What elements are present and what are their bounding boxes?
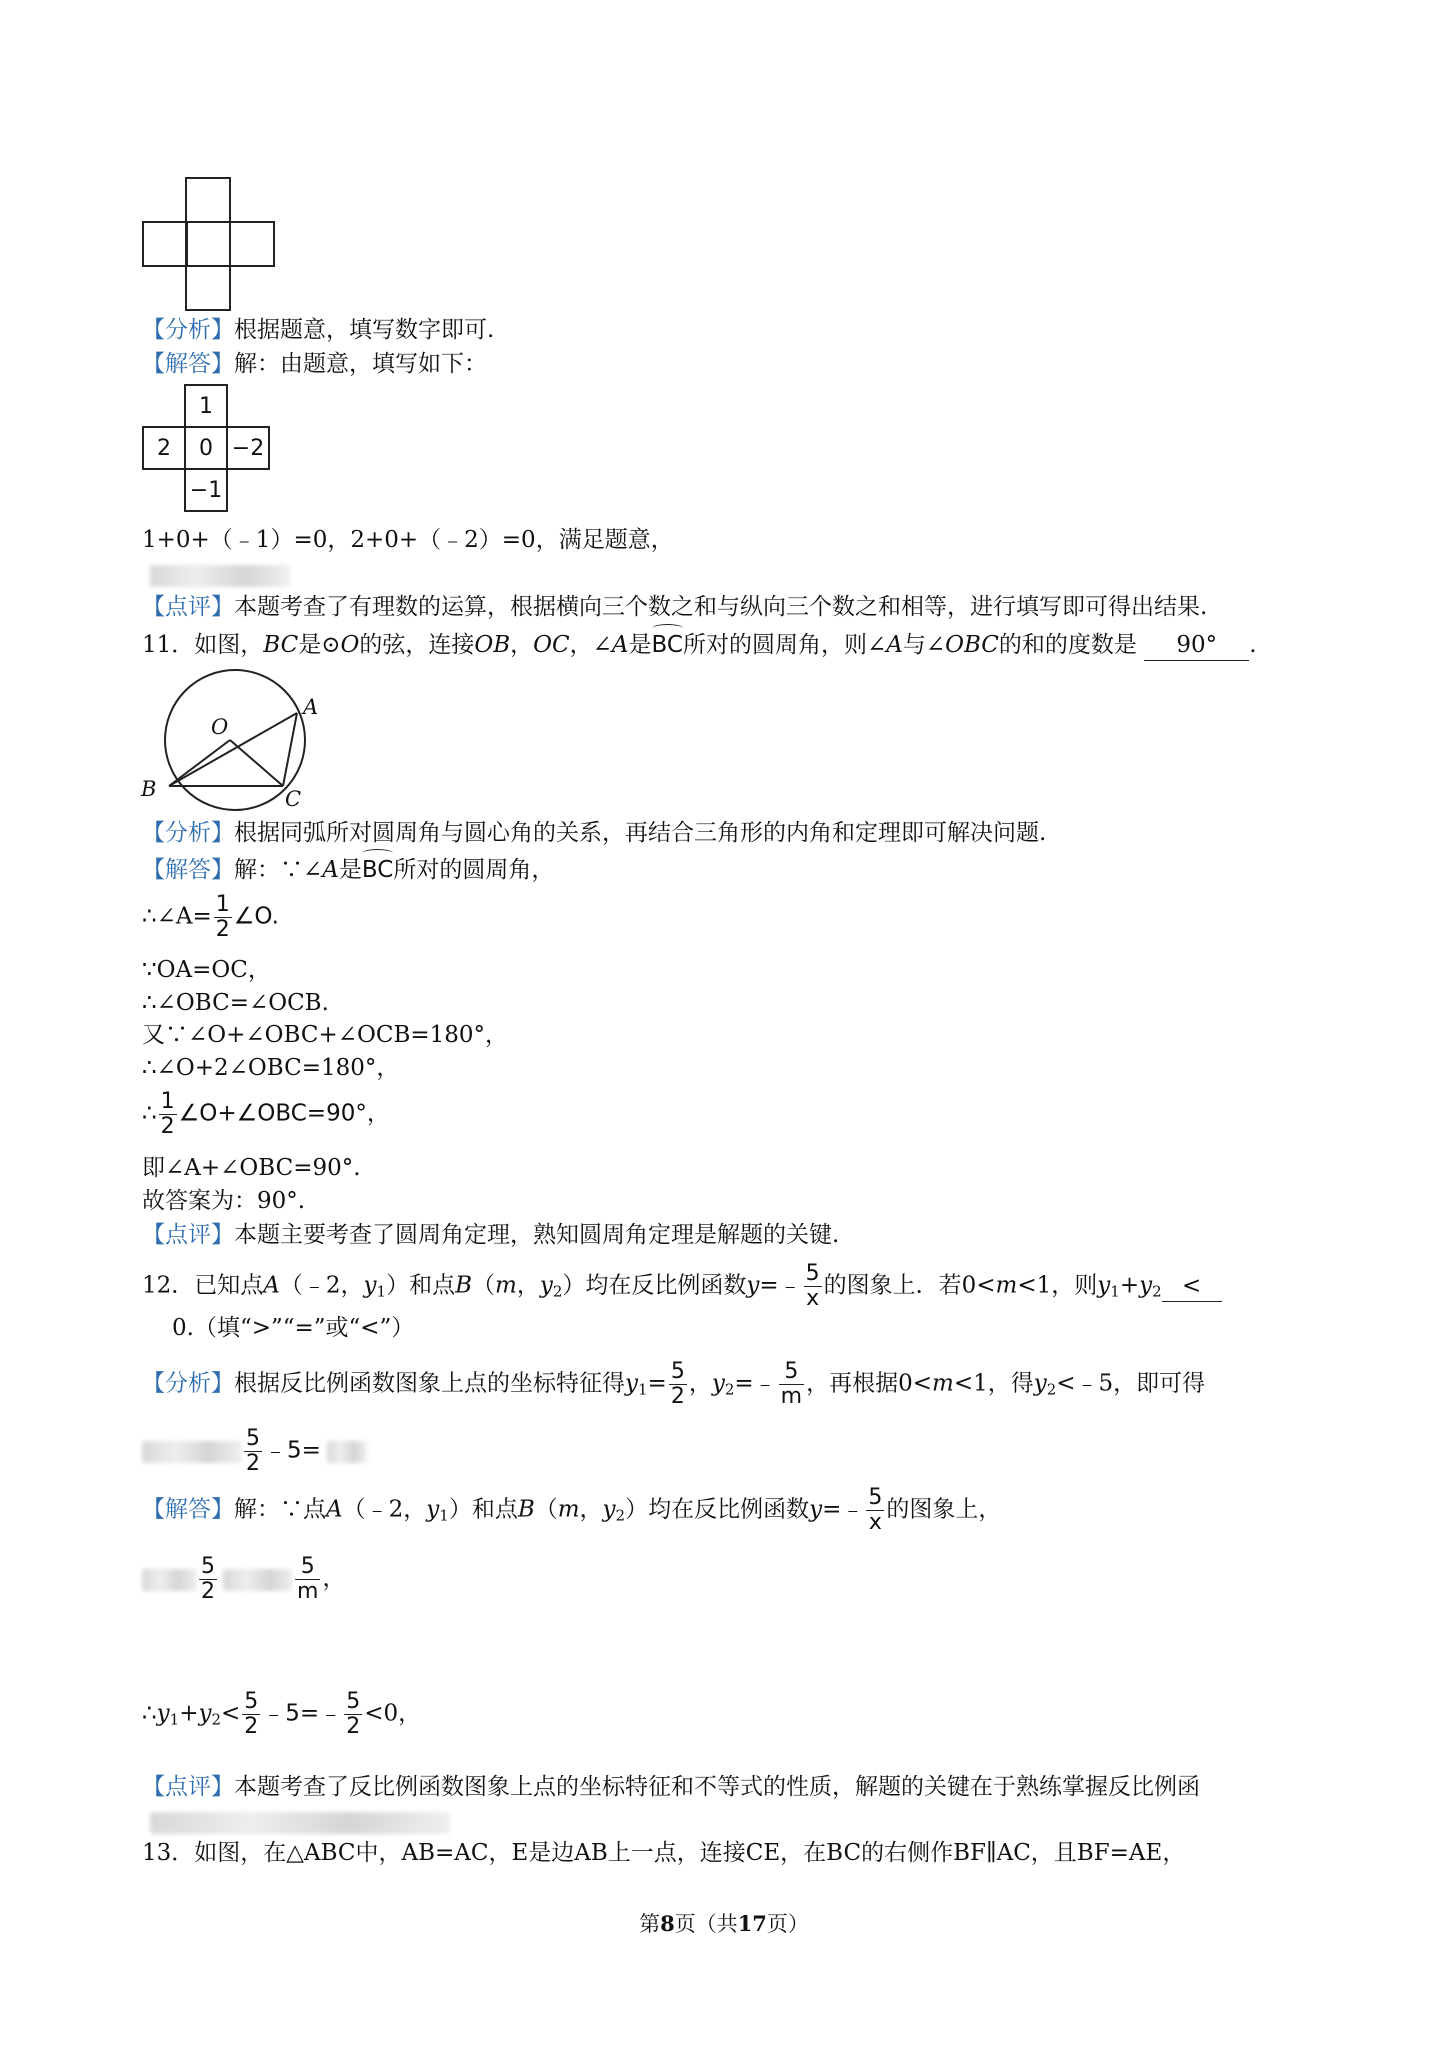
empty-cross-grid bbox=[142, 177, 277, 312]
grid-top: 1 bbox=[185, 385, 227, 427]
fraction-5-over-x: $\frac{5}{x}$ bbox=[805, 1261, 820, 1311]
q12-final-line: $\therefore y_1+y_2<$ $\frac{5}{2}$ ﹣5=﹣ $\frac{5}{2}$ <0， bbox=[142, 1689, 422, 1739]
q12-stem-line2: 0.（填“>”“=”或“<”） bbox=[172, 1315, 415, 1341]
q11-analysis: 【分析】根据同弧所对圆周角与圆心角的关系，再结合三角形的内角和定理即可解决问题. bbox=[142, 820, 1047, 846]
q11-step4: 又∵∠O+∠OBC+∠OCB=180°， bbox=[142, 1022, 509, 1048]
q11-step3: ∴∠OBC=∠OCB. bbox=[142, 990, 329, 1016]
blurred-region bbox=[150, 565, 290, 587]
grid-center: 0 bbox=[185, 427, 227, 469]
grid-left: 2 bbox=[143, 427, 185, 469]
q11-answer: 【解答】解：∵∠A是BC所对的圆周角， bbox=[142, 857, 555, 883]
q11-step1: ∴∠A= $\frac{1}{2}$ ∠O. bbox=[142, 892, 279, 942]
q11-comment: 【点评】本题主要考查了圆周角定理，熟知圆周角定理是解题的关键. bbox=[142, 1222, 840, 1248]
q12-analysis-line2: $\frac{5}{2}$ ﹣5= bbox=[142, 1427, 367, 1476]
fraction-half: $\frac{1}{2}$ bbox=[215, 892, 230, 942]
q11-step5: ∴∠O+2∠OBC=180°， bbox=[142, 1055, 400, 1081]
filled-cross-grid bbox=[142, 384, 270, 512]
q10-analysis: 【分析】根据题意，填写数字即可. bbox=[142, 317, 495, 343]
q12-answer-blank[interactable]: < bbox=[1162, 1271, 1222, 1302]
fraction-half: $\frac{1}{2}$ bbox=[160, 1089, 175, 1139]
q11-step6: ∴ $\frac{1}{2}$ ∠O+∠OBC=90°， bbox=[142, 1089, 390, 1139]
q12-stem: 12．已知点A（﹣2，$y_1$）和点B（m，$y_2$）均在反比例函数y=﹣ $\frac{5}{x}$ 的图象上．若0<m<1，则$y_1+y_2$ < bbox=[142, 1262, 1222, 1311]
q13-stem: 13．如图，在△ABC中，AB=AC，E是边AB上一点，连接CE，在BC的右侧作BF∥AC，且BF=AE， bbox=[142, 1840, 1186, 1866]
blurred-region bbox=[150, 1812, 450, 1834]
q10-comment: 【点评】本题考查了有理数的运算，根据横向三个数之和与纵向三个数之和相等，进行填写即可得出结果. bbox=[142, 594, 1208, 620]
q12-comment: 【点评】本题考查了反比例函数图象上点的坐标特征和不等式的性质，解题的关键在于熟练掌握反比例函 bbox=[142, 1774, 1200, 1800]
page-footer: 第8页（共17页） bbox=[639, 1911, 809, 1936]
q10-answer: 【解答】解：由题意，填写如下： bbox=[142, 351, 487, 377]
label-A: A bbox=[303, 695, 319, 719]
q12-answer: 【解答】解：∵点A（﹣2，$y_1$）和点B（m，$y_2$）均在反比例函数y=﹣ $\frac{5}{x}$ 的图象上， bbox=[142, 1485, 1002, 1535]
label-C: C bbox=[285, 787, 302, 811]
q12-answer-line2: $\frac{5}{2}$ $\frac{5}{m}$ ， bbox=[142, 1555, 345, 1604]
circle-figure bbox=[135, 668, 335, 818]
label-B: B bbox=[141, 777, 157, 801]
q11-step2: ∵OA=OC， bbox=[142, 957, 271, 983]
q11-step8: 故答案为：90°. bbox=[142, 1188, 306, 1214]
q12-analysis: 【分析】根据反比例函数图象上点的坐标特征得$y_1=$ $\frac{5}{2}$ ，$y_2=﹣$ $\frac{5}{m}$ ，再根据0<m<1，得$y_2<﹣5$，即可得 bbox=[142, 1359, 1206, 1409]
q11-answer-blank[interactable]: 90° bbox=[1144, 630, 1249, 661]
grid-right: −2 bbox=[227, 427, 269, 469]
q10-check-line: 1+0+（﹣1）=0，2+0+（﹣2）=0，满足题意， bbox=[142, 527, 674, 553]
q11-step7: 即∠A+∠OBC=90°. bbox=[142, 1155, 361, 1181]
label-O: O bbox=[211, 715, 229, 739]
grid-bottom: −1 bbox=[185, 469, 227, 511]
q11-stem: 11．如图，BC是⊙O的弦，连接OB，OC，∠A是BC所对的圆周角，则∠A与∠OBC的和的度数是 90° . bbox=[142, 630, 1257, 661]
